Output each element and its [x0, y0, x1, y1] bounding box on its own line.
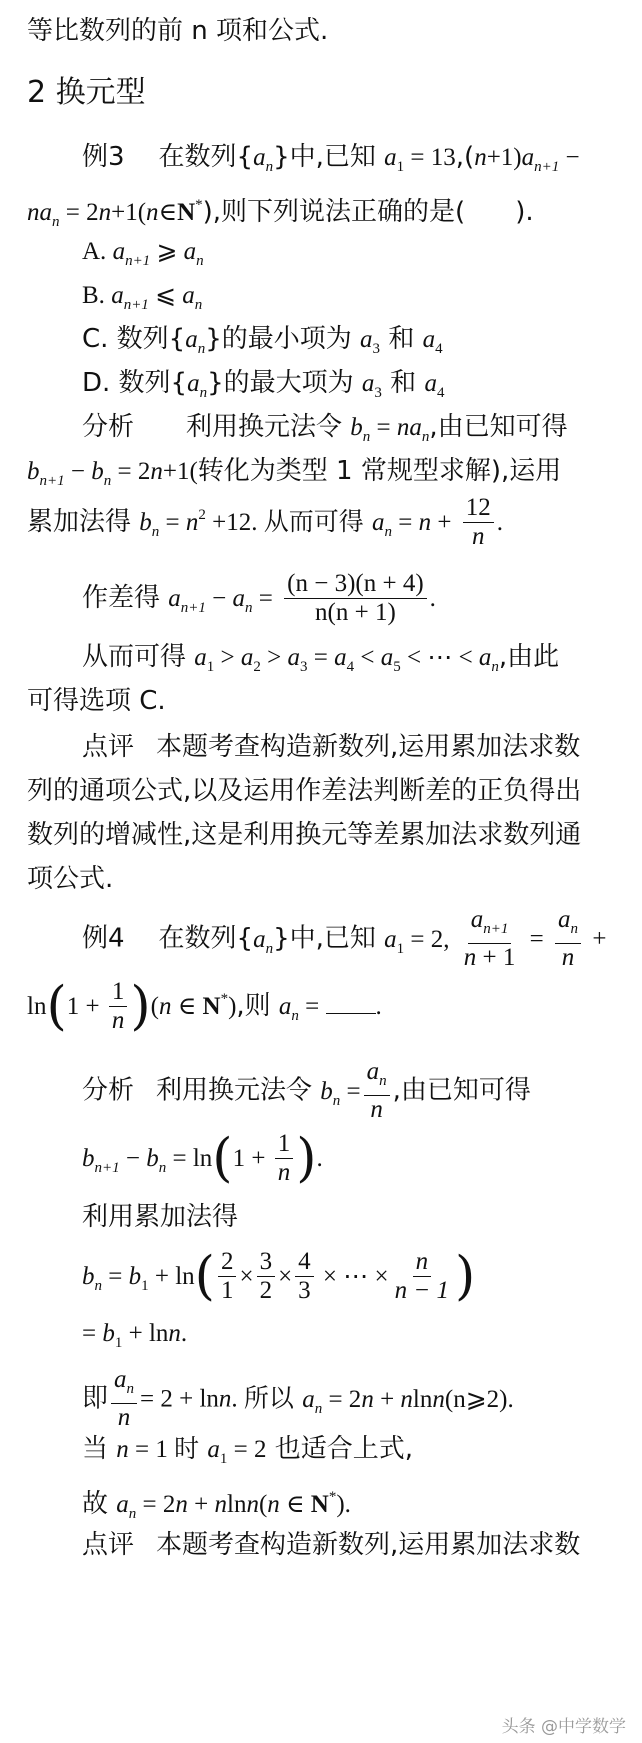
- comment-label: 点评: [82, 1530, 135, 1560]
- analysis-2-line: 当 n = 1 时 $a_1 = 2$ 也适合上式,: [82, 1434, 414, 1467]
- fraction: $\frac{a_{n+1}}{n + 1}$: [463, 906, 516, 971]
- option-c: C. 数列$\{a_n\}$的最小项为 $a_3$ 和 $a_4$: [82, 324, 443, 357]
- fraction: $\frac{4}{3}$: [295, 1248, 314, 1305]
- analysis-2-line: 即 $\frac{a_n}{n}$ = 2 + lnn. 所以 $a_n = 2n$ + nlnn(n⩾2).: [82, 1366, 514, 1431]
- comment-1-line: 点评 本题考查构造新数列,运用累加法求数: [82, 732, 581, 762]
- comment-2-line: 点评 本题考查构造新数列,运用累加法求数: [82, 1530, 581, 1560]
- fraction: $\frac{12}{n}$: [463, 494, 494, 551]
- analysis-2-line: $b_n = b_1 + \ln$( $\frac{2}{1}$ × $\frac{3}{2}$ × $\frac{4}{3}$ × ⋯ × $\frac{n}{n - 1}$ ): [82, 1246, 476, 1307]
- answer-blank: [326, 993, 376, 1014]
- fraction: $\frac{a_n}{n}$: [364, 1058, 390, 1124]
- fraction: $\frac{a_n}{n}$: [555, 906, 581, 972]
- analysis-1-line: $b_{n+1} - b_n = 2n+1$(转化为类型 1 常规型求解),运用: [27, 456, 562, 489]
- option-b: B. $a_{n+1}$ ⩽ $a_n$: [82, 282, 203, 313]
- analysis-label: 分析: [82, 412, 135, 442]
- analysis-label: 分析: [82, 1075, 135, 1106]
- analysis-1-line: 可得选项 C.: [27, 686, 166, 716]
- analysis-2-line: = $b_1 + \ln n$.: [82, 1320, 188, 1351]
- comment-1-line: 项公式.: [27, 864, 114, 894]
- analysis-1-line: 从而可得 $a_1 > a_2 > a_3 = a_4 < a_5$ < ⋯ < $a_n$,由此: [82, 642, 560, 675]
- comment-1-line: 列的通项公式,以及运用作差法判断差的正负得出: [27, 776, 582, 806]
- example-label: 例3: [82, 142, 125, 172]
- fraction: $\frac{n}{n - 1}$: [394, 1248, 450, 1304]
- comment-label: 点评: [82, 732, 135, 762]
- fraction: $\frac{1}{n}$: [109, 978, 128, 1035]
- example-4-statement: 例4 在数列$\{a_n\}$中,已知 $a_1 = 2$, $\frac{a_{n+1}}{n + 1}$ = $\frac{a_n}{n}$ +: [82, 906, 607, 971]
- fraction: $\frac{(n - 3)(n + 4)}{n(n + 1)}$: [284, 570, 427, 627]
- option-a: A. $a_{n+1}$ ⩾ $a_n$: [82, 238, 204, 269]
- example-4-statement-cont: ln(1 + $\frac{1}{n}$ )(n ∈ N*),则 $a_n$ = .: [27, 976, 382, 1037]
- analysis-2-line: 分析 利用换元法令 $b_n$ = $\frac{a_n}{n}$ ,由已知可得: [82, 1058, 531, 1123]
- option-d: D. 数列$\{a_n\}$的最大项为 $a_3$ 和 $a_4$: [82, 368, 445, 401]
- comment-1-line: 数列的增减性,这是利用换元等差累加法求数列通: [27, 820, 582, 850]
- fraction: $\frac{1}{n}$: [275, 1130, 294, 1187]
- analysis-2-line: 利用累加法得: [82, 1202, 239, 1232]
- fraction: $\frac{2}{1}$: [218, 1248, 237, 1305]
- text-line: 等比数列的前 n 项和公式.: [27, 16, 329, 46]
- analysis-1-line: 累加法得 $b_n = n^2 +12$. 从而可得 $a_n = n$ + $\frac{12}{n}$ .: [27, 494, 503, 550]
- watermark: 头条 @中学数学: [501, 1717, 626, 1737]
- example-3-statement-cont: $na_n$ = 2n+1(n∈N*),则下列说法正确的是( ).: [27, 197, 534, 230]
- fraction: $\frac{3}{2}$: [257, 1248, 276, 1305]
- section-heading: 2 换元型: [27, 75, 146, 110]
- fraction: $\frac{a_n}{n}$: [111, 1366, 137, 1432]
- analysis-2-line: 故 $a_n = 2n + nlnn(n$ ∈ N*).: [82, 1489, 351, 1522]
- example-3-statement: 例3 在数列$\{a_n\}$中,已知 $a_1 = 13,(n+1)a_{n+1}$ −: [82, 142, 580, 175]
- analysis-1-line: 作差得 $a_{n+1} - a_n$ = $\frac{(n - 3)(n + 4)}{n(n + 1)}$ .: [82, 570, 436, 626]
- example-label: 例4: [82, 923, 125, 954]
- analysis-2-line: $b_{n+1} - b_n = \ln(1$ + $\frac{1}{n}$ ).: [82, 1128, 323, 1189]
- analysis-1-line: 分析 利用换元法令 $b_n = na_n$,由已知可得: [82, 412, 568, 445]
